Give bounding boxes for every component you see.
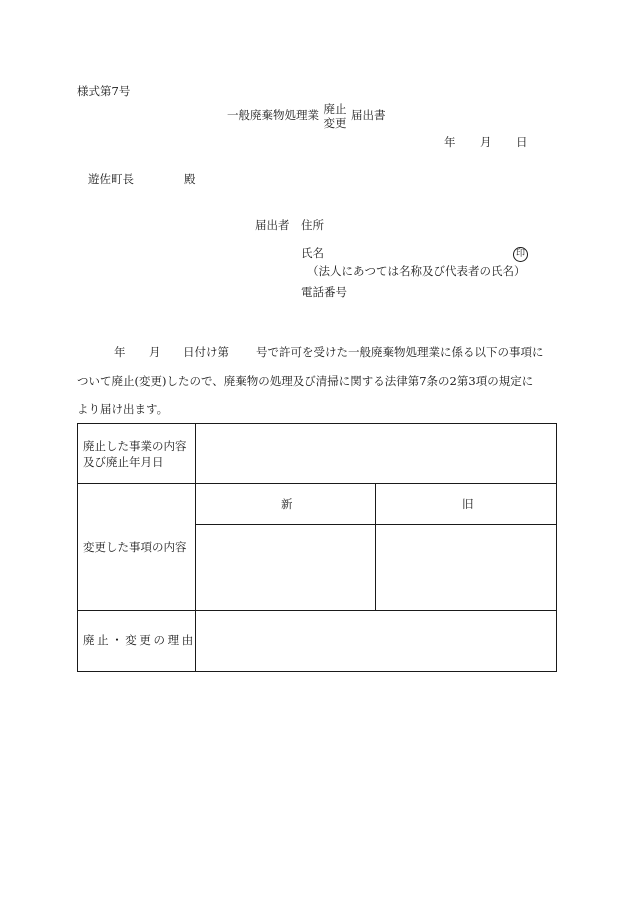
row1-label (83, 438, 187, 470)
date-day: 日 (516, 135, 528, 149)
date-month: 月 (480, 135, 492, 149)
addressee: 遊佐町長 (88, 172, 134, 186)
row-divider-1 (78, 483, 556, 484)
row1-content-cell[interactable] (196, 424, 556, 483)
row3-label: 廃止・変更の理由 (83, 633, 196, 647)
addressee-honorific: 殿 (184, 172, 196, 186)
row3-content-cell[interactable] (196, 611, 556, 671)
body-month: 月 (149, 345, 161, 359)
title-option-change: 変更 (323, 116, 347, 130)
title-options (323, 102, 347, 130)
title-prefix: 一般廃棄物処理業 (227, 108, 319, 122)
body-line3: より届け出ます。 (77, 402, 169, 416)
body-line1-rest: 号で許可を受けた一般廃棄物処理業に係る以下の事項に (256, 345, 544, 359)
name-label: 氏名 (301, 246, 324, 260)
date-year: 年 (444, 135, 456, 149)
row2-label: 変更した事項の内容 (83, 540, 187, 554)
seal-icon: 印 (513, 247, 528, 262)
applicant-label: 届出者 (255, 218, 290, 232)
phone-label: 電話番号 (301, 285, 347, 299)
report-table (77, 423, 557, 672)
row1-label-line2: 及び廃止年月日 (83, 455, 164, 469)
form-number: 様式第7号 (77, 84, 131, 98)
old-header: 旧 (462, 497, 474, 511)
body-line2: ついて廃止(変更)したので、廃棄物の処理及び清掃に関する法律第7条の2第3項の規定に (77, 374, 534, 388)
new-header: 新 (281, 497, 293, 511)
row1-label-line1: 廃止した事業の内容 (83, 439, 187, 453)
new-content-cell[interactable] (196, 525, 375, 610)
title-suffix: 届出書 (351, 108, 386, 122)
title-option-abolish: 廃止 (323, 102, 347, 116)
corporation-note: （法人にあつては名称及び代表者の氏名） (307, 264, 526, 278)
body-day-number: 日付け第 (183, 345, 229, 359)
body-year: 年 (114, 345, 126, 359)
old-content-cell[interactable] (376, 525, 556, 610)
address-label: 住所 (301, 218, 324, 232)
